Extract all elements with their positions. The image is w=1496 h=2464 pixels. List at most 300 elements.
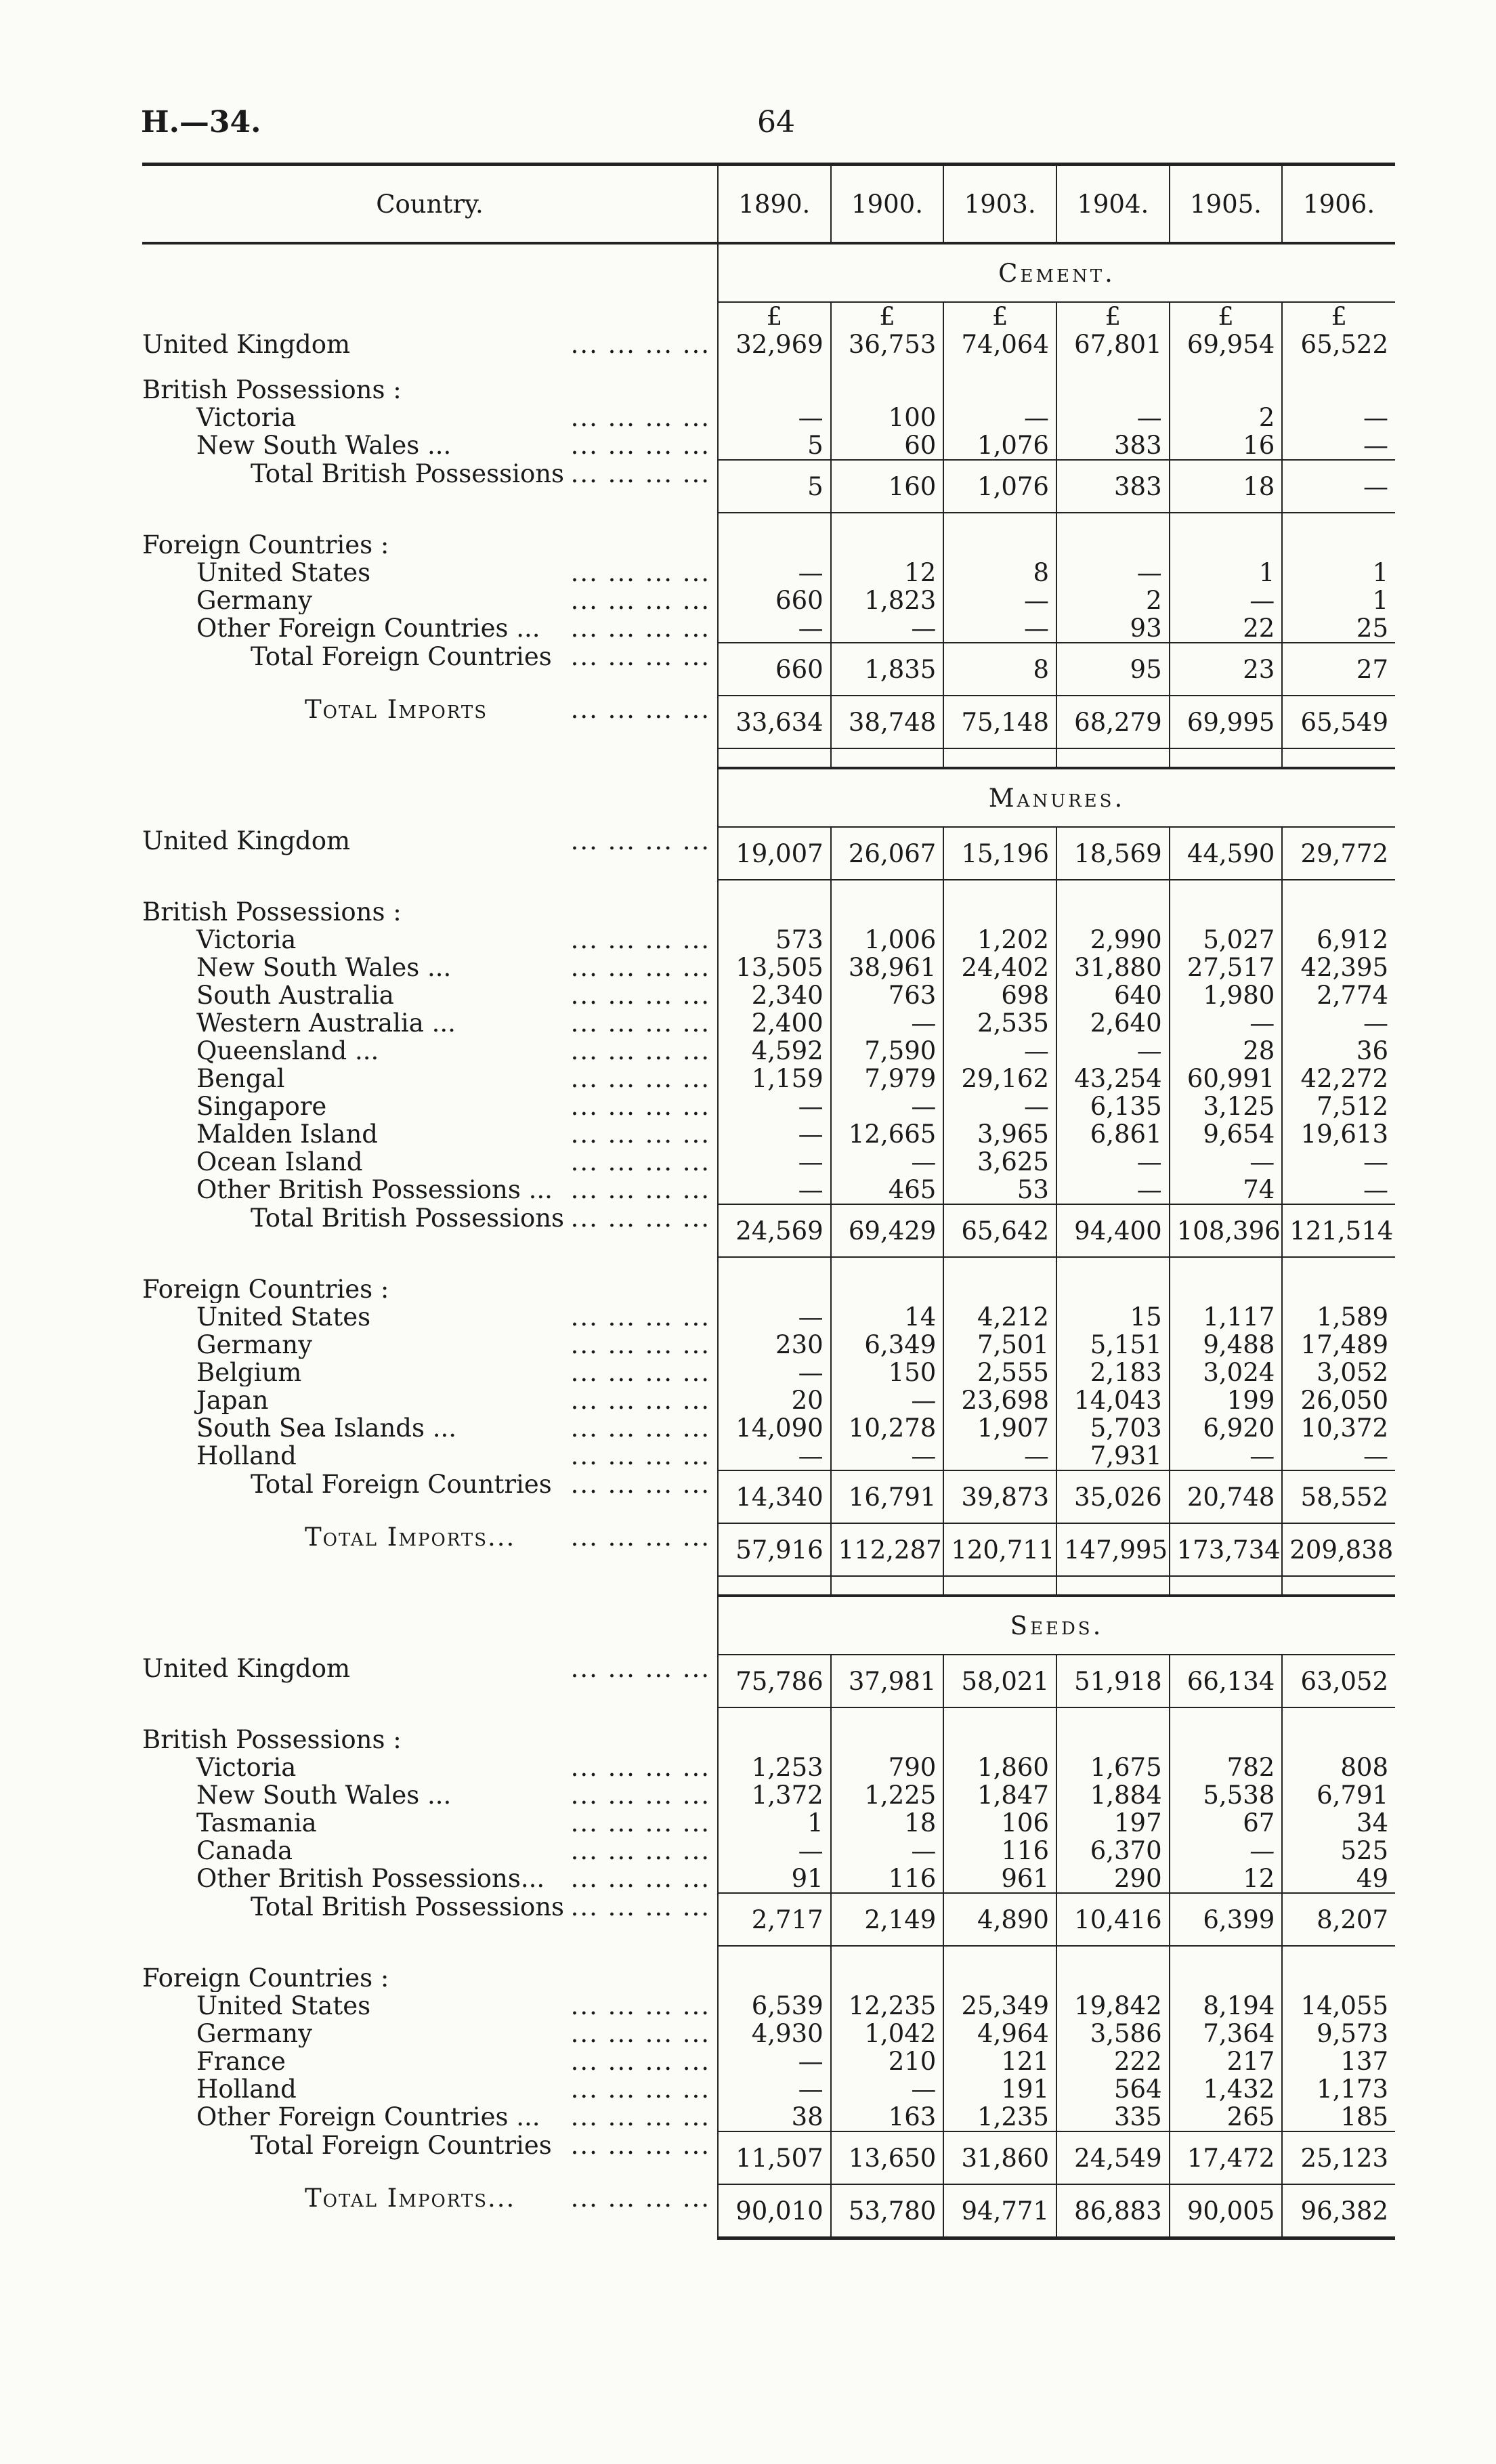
row-label-text: Total Foreign Countries <box>251 2131 552 2160</box>
spacer-cell <box>1056 1576 1170 1596</box>
total-foreign-row <box>142 2131 1395 2184</box>
row-label-text: Ocean Island <box>196 1148 363 1176</box>
section-title-spacer <box>142 768 718 827</box>
leader-dots: ... ... ... ... <box>570 1523 711 1552</box>
value-cell: 90,010 <box>718 2184 831 2238</box>
british-possession-row-label <box>142 404 718 431</box>
value-cell: — <box>831 1837 944 1865</box>
row-label-text: Total British Possessions <box>251 1893 565 1921</box>
british-possessions-heading <box>142 1726 1395 1754</box>
column-header-country: Country. <box>142 165 718 244</box>
value-cell: 6,399 <box>1170 1893 1283 1946</box>
value-cell: 67 <box>1170 1809 1283 1837</box>
total-imports-row <box>142 2184 1395 2238</box>
value-cell: 96,382 <box>1282 2184 1395 2238</box>
value-cell <box>1170 898 1283 926</box>
foreign-country-row <box>142 1359 1395 1386</box>
value-cell: — <box>1282 460 1395 513</box>
value-cell: 57,916 <box>718 1523 831 1576</box>
column-header-1900: 1900. <box>831 165 944 244</box>
british-possession-row-label <box>142 431 718 460</box>
value-cell: 1,076 <box>943 431 1056 460</box>
value-cell: 465 <box>831 1176 944 1204</box>
value-cell <box>1170 376 1283 404</box>
spacer-cell <box>943 1576 1056 1596</box>
british-possession-row <box>142 981 1395 1009</box>
value-cell: 65,522 <box>1282 331 1395 358</box>
british-possession-row-label <box>142 926 718 954</box>
foreign-country-row <box>142 2020 1395 2047</box>
value-cell <box>1282 1726 1395 1754</box>
value-cell: 5 <box>718 460 831 513</box>
value-cell: — <box>831 2075 944 2103</box>
value-cell: 1,980 <box>1170 981 1283 1009</box>
value-cell <box>1170 1726 1283 1754</box>
value-cell <box>943 1964 1056 1992</box>
value-cell: 31,880 <box>1056 954 1170 981</box>
value-cell: 191 <box>943 2075 1056 2103</box>
leader-dots: ... ... ... ... <box>570 1204 711 1233</box>
spacer-cell <box>718 1707 831 1726</box>
value-cell: 2,340 <box>718 981 831 1009</box>
value-cell: — <box>943 1092 1056 1120</box>
value-cell: 3,052 <box>1282 1359 1395 1386</box>
value-cell: 74 <box>1170 1176 1283 1204</box>
spacer-cell <box>718 880 831 898</box>
value-cell: 1,253 <box>718 1754 831 1781</box>
spacer-cell <box>1170 748 1283 768</box>
imports-table <box>142 163 1395 2240</box>
leader-dots: ... ... ... ... <box>570 696 711 724</box>
value-cell: 65,642 <box>943 1204 1056 1257</box>
row-label-text: Total Imports <box>305 696 488 724</box>
spacer-cell <box>831 880 944 898</box>
row-label-text: Holland <box>196 2075 297 2103</box>
spacer-cell <box>1056 1257 1170 1275</box>
row-label-text: Other British Possessions... <box>196 1865 545 1893</box>
foreign-country-row-label <box>142 2020 718 2047</box>
value-cell: 121,514 <box>1282 1204 1395 1257</box>
value-cell: 94,771 <box>943 2184 1056 2238</box>
spacer-cell <box>142 748 718 768</box>
row-label-text: United Kingdom <box>142 827 351 855</box>
value-cell: 640 <box>1056 981 1170 1009</box>
total-british-row <box>142 1204 1395 1257</box>
value-cell: 95 <box>1056 643 1170 696</box>
spacer-cell <box>1170 358 1283 376</box>
value-cell: 2,717 <box>718 1893 831 1946</box>
row-label-text: United Kingdom <box>142 1655 351 1683</box>
value-cell: 961 <box>943 1865 1056 1893</box>
value-cell: 58,021 <box>943 1655 1056 1707</box>
value-cell: 2 <box>1056 587 1170 614</box>
foreign-countries-heading <box>142 531 1395 559</box>
british-possession-row <box>142 1809 1395 1837</box>
spacer-cell <box>718 1576 831 1596</box>
value-cell: 68,279 <box>1056 696 1170 748</box>
column-header-1890: 1890. <box>718 165 831 244</box>
value-cell: 6,135 <box>1056 1092 1170 1120</box>
value-cell: 14,043 <box>1056 1386 1170 1414</box>
value-cell: 1 <box>1282 559 1395 587</box>
currency-symbol: £ <box>1056 302 1170 331</box>
value-cell: 1,006 <box>831 926 944 954</box>
imports-table-body <box>142 243 1395 2238</box>
value-cell: 1,225 <box>831 1781 944 1809</box>
value-cell: 91 <box>718 1865 831 1893</box>
spacer-row <box>142 1946 1395 1964</box>
spacer-cell <box>831 748 944 768</box>
value-cell: 2,555 <box>943 1359 1056 1386</box>
value-cell: 1,589 <box>1282 1303 1395 1331</box>
value-cell: 5,151 <box>1056 1331 1170 1359</box>
foreign-country-row <box>142 2075 1395 2103</box>
value-cell: 6,912 <box>1282 926 1395 954</box>
row-label-text: Belgium <box>196 1359 302 1386</box>
value-cell: 93 <box>1056 614 1170 643</box>
value-cell <box>718 898 831 926</box>
leader-dots: ... ... ... ... <box>570 1092 711 1120</box>
leader-dots: ... ... ... ... <box>570 1893 711 1921</box>
value-cell: 12 <box>831 559 944 587</box>
row-label-text: Germany <box>196 2020 313 2047</box>
leader-dots: ... ... ... ... <box>570 614 711 643</box>
value-cell: 67,801 <box>1056 331 1170 358</box>
spacer-cell <box>943 513 1056 531</box>
column-header-1906: 1906. <box>1282 165 1395 244</box>
spacer-cell <box>1170 513 1283 531</box>
value-cell: 2,183 <box>1056 1359 1170 1386</box>
total-foreign-row <box>142 1470 1395 1523</box>
row-label-text: South Australia <box>196 981 394 1009</box>
value-cell: 4,930 <box>718 2020 831 2047</box>
total-foreign-row-label <box>142 643 718 696</box>
value-cell: 27,517 <box>1170 954 1283 981</box>
section-title: Cement. <box>718 243 1395 302</box>
value-cell: 2,400 <box>718 1009 831 1037</box>
value-cell: 1,860 <box>943 1754 1056 1781</box>
value-cell: 5,027 <box>1170 926 1283 954</box>
value-cell <box>943 376 1056 404</box>
value-cell: 1 <box>1282 587 1395 614</box>
value-cell: 3,586 <box>1056 2020 1170 2047</box>
leader-dots: ... ... ... ... <box>570 1837 711 1865</box>
value-cell: — <box>718 1148 831 1176</box>
value-cell: — <box>1282 431 1395 460</box>
spacer-row <box>142 513 1395 531</box>
value-cell: 763 <box>831 981 944 1009</box>
leader-dots: ... ... ... ... <box>570 2047 711 2075</box>
value-cell: 7,590 <box>831 1037 944 1065</box>
foreign-country-row <box>142 1331 1395 1359</box>
spacer-cell <box>1056 1946 1170 1964</box>
value-cell: — <box>1056 559 1170 587</box>
value-cell: 13,505 <box>718 954 831 981</box>
value-cell: 38,961 <box>831 954 944 981</box>
value-cell: 1,117 <box>1170 1303 1283 1331</box>
row-label-text: United States <box>196 559 371 587</box>
british-possessions-heading-label: British Possessions : <box>142 376 402 404</box>
value-cell: 17,472 <box>1170 2131 1283 2184</box>
row-label-text: France <box>196 2047 286 2075</box>
value-cell: 19,007 <box>718 827 831 880</box>
value-cell: 43,254 <box>1056 1065 1170 1092</box>
spacer-cell <box>831 513 944 531</box>
value-cell: 26,050 <box>1282 1386 1395 1414</box>
total-british-row-label <box>142 1204 718 1257</box>
leader-dots: ... ... ... ... <box>570 460 711 488</box>
row-label-text: Victoria <box>196 926 297 954</box>
foreign-country-row <box>142 1414 1395 1442</box>
leader-dots: ... ... ... ... <box>570 331 711 358</box>
value-cell: 120,711 <box>943 1523 1056 1576</box>
value-cell: 32,969 <box>718 331 831 358</box>
value-cell: — <box>1056 1037 1170 1065</box>
british-possession-row <box>142 926 1395 954</box>
foreign-country-row <box>142 1386 1395 1414</box>
foreign-country-row <box>142 2047 1395 2075</box>
british-possession-row-label <box>142 954 718 981</box>
value-cell: 10,278 <box>831 1414 944 1442</box>
spacer-cell <box>1170 1257 1283 1275</box>
value-cell: — <box>1282 1148 1395 1176</box>
value-cell <box>718 531 831 559</box>
foreign-countries-heading-label: Foreign Countries : <box>142 1275 389 1303</box>
spacer-cell <box>1282 513 1395 531</box>
united-kingdom-row <box>142 827 1395 880</box>
leader-dots: ... ... ... ... <box>570 1303 711 1331</box>
spacer-cell <box>1056 358 1170 376</box>
total-foreign-row <box>142 643 1395 696</box>
value-cell: 230 <box>718 1331 831 1359</box>
value-cell: — <box>1170 1009 1283 1037</box>
value-cell: 1,202 <box>943 926 1056 954</box>
british-possession-row <box>142 1065 1395 1092</box>
value-cell: 65,549 <box>1282 696 1395 748</box>
value-cell: 265 <box>1170 2103 1283 2131</box>
value-cell: 4,964 <box>943 2020 1056 2047</box>
value-cell <box>718 1275 831 1303</box>
value-cell: 4,212 <box>943 1303 1056 1331</box>
value-cell: 9,654 <box>1170 1120 1283 1148</box>
leader-dots: ... ... ... ... <box>570 1809 711 1837</box>
value-cell: 1,159 <box>718 1065 831 1092</box>
row-label-text: Victoria <box>196 1754 297 1781</box>
value-cell <box>831 1275 944 1303</box>
spacer-row <box>142 880 1395 898</box>
value-cell: 108,396 <box>1170 1204 1283 1257</box>
british-possession-row <box>142 1120 1395 1148</box>
value-cell: 20,748 <box>1170 1470 1283 1523</box>
value-cell: 19,842 <box>1056 1992 1170 2020</box>
value-cell: 49 <box>1282 1865 1395 1893</box>
value-cell: 44,590 <box>1170 827 1283 880</box>
value-cell: 660 <box>718 643 831 696</box>
leader-dots: ... ... ... ... <box>570 1754 711 1781</box>
spacer-cell <box>943 358 1056 376</box>
leader-dots: ... ... ... ... <box>570 926 711 954</box>
british-possession-row-label <box>142 1092 718 1120</box>
foreign-country-row-label <box>142 1414 718 1442</box>
row-label-text: South Sea Islands ... <box>196 1414 457 1442</box>
value-cell: — <box>831 1442 944 1470</box>
value-cell: 12 <box>1170 1865 1283 1893</box>
row-label-text: Total Foreign Countries <box>251 1470 552 1499</box>
value-cell: 12,665 <box>831 1120 944 1148</box>
section-title-spacer <box>142 243 718 302</box>
value-cell: — <box>1282 1442 1395 1470</box>
british-possession-row-label <box>142 1837 718 1865</box>
value-cell: 10,372 <box>1282 1414 1395 1442</box>
value-cell: 12,235 <box>831 1992 944 2020</box>
leader-dots: ... ... ... ... <box>570 1655 711 1683</box>
value-cell <box>1056 1964 1170 1992</box>
value-cell: 75,786 <box>718 1655 831 1707</box>
spacer-cell <box>943 1257 1056 1275</box>
value-cell: — <box>718 2075 831 2103</box>
spacer-cell <box>142 1946 718 1964</box>
value-cell: 1 <box>718 1809 831 1837</box>
value-cell: 6,791 <box>1282 1781 1395 1809</box>
value-cell: 14,090 <box>718 1414 831 1442</box>
british-possession-row-label <box>142 1148 718 1176</box>
value-cell: 100 <box>831 404 944 431</box>
value-cell: 106 <box>943 1809 1056 1837</box>
value-cell <box>1056 1275 1170 1303</box>
value-cell: — <box>718 1303 831 1331</box>
value-cell: 137 <box>1282 2047 1395 2075</box>
value-cell: 66,134 <box>1170 1655 1283 1707</box>
value-cell: 564 <box>1056 2075 1170 2103</box>
british-possession-row <box>142 954 1395 981</box>
british-possession-row-label <box>142 1009 718 1037</box>
row-label-text: Malden Island <box>196 1120 378 1148</box>
value-cell: 28 <box>1170 1037 1283 1065</box>
leader-dots: ... ... ... ... <box>570 1470 711 1499</box>
currency-symbol: £ <box>718 302 831 331</box>
total-imports-row-label <box>142 2184 718 2238</box>
row-label-text: United States <box>196 1303 371 1331</box>
row-label-text: Bengal <box>196 1065 285 1092</box>
foreign-country-row-label <box>142 1442 718 1470</box>
leader-dots: ... ... ... ... <box>570 559 711 587</box>
section-title-row <box>142 1596 1395 1655</box>
value-cell: 6,349 <box>831 1331 944 1359</box>
row-label-text: New South Wales ... <box>196 954 452 981</box>
value-cell <box>943 898 1056 926</box>
value-cell: 1,847 <box>943 1781 1056 1809</box>
value-cell: 383 <box>1056 431 1170 460</box>
currency-symbol: £ <box>1170 302 1283 331</box>
value-cell: 8,194 <box>1170 1992 1283 2020</box>
spacer-cell <box>1170 1707 1283 1726</box>
value-cell: 4,592 <box>718 1037 831 1065</box>
value-cell: — <box>831 1092 944 1120</box>
leader-dots: ... ... ... ... <box>570 1781 711 1809</box>
value-cell: 7,979 <box>831 1065 944 1092</box>
british-possession-row <box>142 1837 1395 1865</box>
value-cell: 63,052 <box>1282 1655 1395 1707</box>
british-possession-row-label <box>142 981 718 1009</box>
row-label-text: Queensland ... <box>196 1037 379 1065</box>
value-cell: 1 <box>1170 559 1283 587</box>
spacer-cell <box>718 1257 831 1275</box>
foreign-countries-heading-label: Foreign Countries : <box>142 1964 389 1992</box>
row-label-text: Victoria <box>196 404 297 431</box>
value-cell: — <box>718 614 831 643</box>
value-cell: 24,569 <box>718 1204 831 1257</box>
british-possession-row <box>142 1092 1395 1120</box>
value-cell <box>1170 1964 1283 1992</box>
spacer-cell <box>1282 1257 1395 1275</box>
value-cell: 42,272 <box>1282 1065 1395 1092</box>
value-cell: 163 <box>831 2103 944 2131</box>
value-cell: 222 <box>1056 2047 1170 2075</box>
value-cell: — <box>718 1092 831 1120</box>
spacer-cell <box>1170 880 1283 898</box>
value-cell: 185 <box>1282 2103 1395 2131</box>
total-british-row-label <box>142 460 718 513</box>
value-cell: 1,076 <box>943 460 1056 513</box>
value-cell: — <box>718 1837 831 1865</box>
british-possession-row-label <box>142 1754 718 1781</box>
spacer-cell <box>1056 748 1170 768</box>
leader-dots: ... ... ... ... <box>570 2075 711 2103</box>
spacer-cell <box>1056 880 1170 898</box>
foreign-country-row <box>142 2103 1395 2131</box>
value-cell: 8 <box>943 643 1056 696</box>
spacer-cell <box>943 1946 1056 1964</box>
column-header-row <box>142 165 1395 244</box>
value-cell: 74,064 <box>943 331 1056 358</box>
leader-dots: ... ... ... ... <box>570 1148 711 1176</box>
value-cell: 147,995 <box>1056 1523 1170 1576</box>
total-imports-row <box>142 1523 1395 1576</box>
british-possession-row <box>142 1865 1395 1893</box>
spacer-cell <box>142 1576 718 1596</box>
foreign-country-row <box>142 559 1395 587</box>
united-kingdom-row-label <box>142 827 718 880</box>
row-label-text: Total Imports... <box>305 2184 516 2213</box>
value-cell <box>718 376 831 404</box>
value-cell: 7,364 <box>1170 2020 1283 2047</box>
foreign-countries-heading <box>142 1964 1395 1992</box>
value-cell: 35,026 <box>1056 1470 1170 1523</box>
row-label-text: Canada <box>196 1837 293 1865</box>
value-cell: 4,890 <box>943 1893 1056 1946</box>
row-label-text: Tasmania <box>196 1809 317 1837</box>
united-kingdom-row <box>142 331 1395 358</box>
value-cell: — <box>718 1359 831 1386</box>
value-cell: — <box>718 1442 831 1470</box>
spacer-row <box>142 1257 1395 1275</box>
row-label-text: Singapore <box>196 1092 327 1120</box>
value-cell <box>831 1964 944 1992</box>
value-cell: 1,835 <box>831 643 944 696</box>
value-cell: — <box>1170 1148 1283 1176</box>
british-possession-row-label <box>142 1865 718 1893</box>
row-label-text: United States <box>196 1992 371 2020</box>
value-cell: 1,675 <box>1056 1754 1170 1781</box>
value-cell: 27 <box>1282 643 1395 696</box>
value-cell <box>1056 376 1170 404</box>
value-cell: 69,954 <box>1170 331 1283 358</box>
page-number: 64 <box>757 105 795 140</box>
value-cell: 14,055 <box>1282 1992 1395 2020</box>
foreign-country-row-label <box>142 587 718 614</box>
spacer-cell <box>1282 880 1395 898</box>
value-cell: 29,772 <box>1282 827 1395 880</box>
